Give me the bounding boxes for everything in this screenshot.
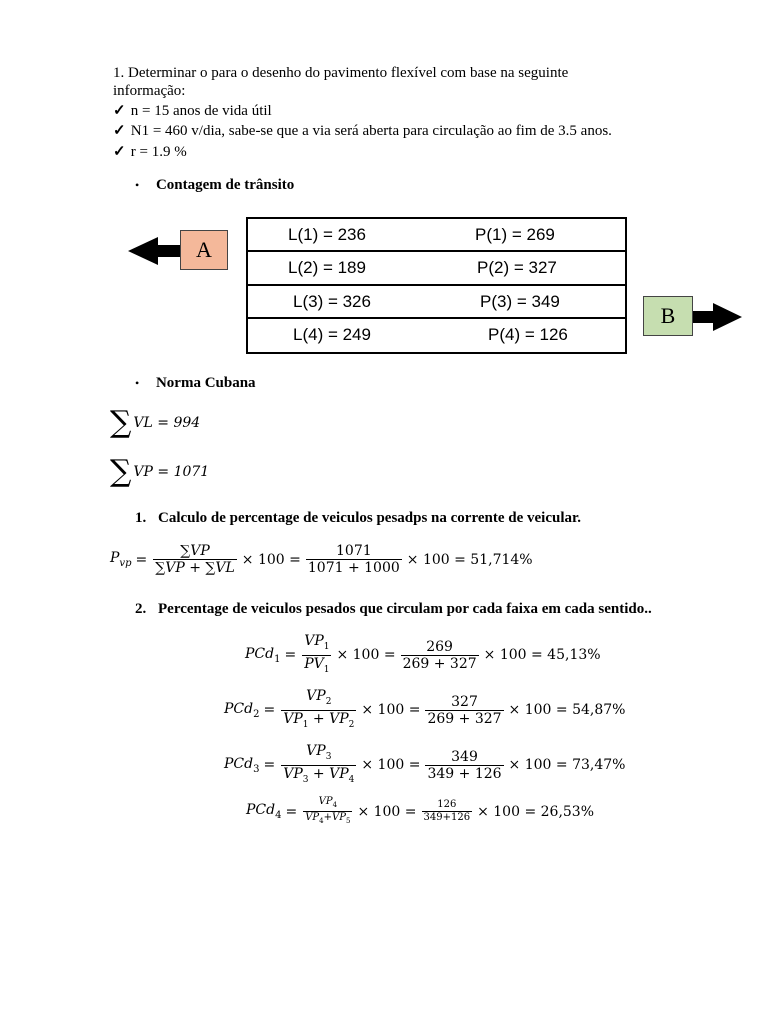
table-cell: P(3) = 349 bbox=[480, 292, 560, 311]
step-heading bbox=[135, 508, 581, 528]
step-heading bbox=[135, 599, 652, 619]
table-cell: P(2) = 327 bbox=[477, 258, 557, 277]
sum-vl-text: VL = 994 bbox=[133, 415, 201, 431]
sum-vl-formula bbox=[110, 405, 201, 440]
table-cell: L(1) = 236 bbox=[288, 225, 366, 244]
formula-lhs: PCd$_1$ bbox=[245, 645, 281, 665]
section-heading bbox=[135, 175, 294, 195]
bullet-icon: • bbox=[135, 178, 140, 192]
pcd4-formula: PCd$_4$ = $\frac{VP_4}{VP_4+VP_5}$ × 100 = $\frac{126}{349+126}$ × 100 = 26,53% bbox=[246, 796, 595, 825]
sum-vp-formula bbox=[110, 454, 210, 489]
pcd2-formula: PCd$_2$ = $\frac{VP_2}{VP_1 + VP_2}$ × 100 = $\frac{327}{269 + 327}$ × 100 = 54,87% bbox=[224, 688, 625, 733]
step-title: Percentage de veiculos pesados que circulam por cada faixa em cada sentido.. bbox=[158, 601, 652, 617]
fraction: $\frac{126}{349+126}$ bbox=[423, 799, 471, 823]
step-number: 1. bbox=[135, 510, 147, 526]
sum-vp-text: VP = 1071 bbox=[133, 464, 210, 480]
list-item bbox=[113, 101, 272, 121]
pcd3-formula: PCd$_3$ = $\frac{VP_3}{VP_3 + VP_4}$ × 100 = $\frac{349}{349 + 126}$ × 100 = 73,47% bbox=[224, 743, 625, 788]
pcd1-formula: PCd$_1$ = $\frac{VP_1}{PV_1}$ × 100 = $\frac{269}{269 + 327}$ × 100 = 45,13% bbox=[245, 633, 601, 678]
list-item bbox=[113, 121, 612, 141]
table-row bbox=[248, 319, 625, 352]
section-title: Contagem de trânsito bbox=[155, 177, 295, 193]
fraction: $\frac{349}{349 + 126}$ bbox=[427, 748, 502, 782]
table-row bbox=[248, 286, 625, 319]
list-item-text: r = 1.9 % bbox=[130, 144, 187, 160]
formula-lhs: PCd$_2$ bbox=[224, 700, 260, 720]
fraction: $\frac{327}{269 + 327}$ bbox=[427, 693, 502, 727]
pvp-formula: $P_{vp}$ = $\frac{\sum VP}{\sum VP + \sum VL}$ × 100 = $\frac{1071}{1071 + 1000}$ × 100 = 51,714% bbox=[110, 543, 533, 576]
table-cell: L(2) = 189 bbox=[288, 258, 366, 277]
checkmark-icon: ✓ bbox=[113, 123, 126, 139]
table-cell: L(3) = 326 bbox=[293, 292, 371, 311]
list-item-text: n = 15 anos de vida útil bbox=[130, 103, 272, 119]
box-b: B bbox=[643, 296, 693, 336]
fraction: $\frac{VP_1}{PV_1}$ bbox=[302, 633, 331, 678]
section-title: Norma Cubana bbox=[155, 375, 256, 391]
formula-lhs: $P_{vp}$ bbox=[110, 550, 132, 569]
formula-lhs: PCd$_4$ bbox=[246, 802, 282, 821]
sigma-symbol: ∑ bbox=[110, 454, 132, 489]
step-title: Calculo de percentage de veiculos pesadps na corrente de veicular. bbox=[158, 510, 582, 526]
table-row bbox=[248, 219, 625, 252]
list-item bbox=[113, 142, 187, 162]
fraction: $\frac{\sum VP}{\sum VP + \sum VL}$ bbox=[155, 543, 235, 576]
arrow-right-icon bbox=[693, 302, 743, 332]
sigma-symbol: ∑ bbox=[110, 405, 132, 440]
arrow-left-icon bbox=[128, 236, 182, 266]
fraction: $\frac{VP_2}{VP_1 + VP_2}$ bbox=[281, 688, 356, 733]
fraction: $\frac{VP_4}{VP_4+VP_5}$ bbox=[305, 796, 351, 825]
table-cell: P(1) = 269 bbox=[475, 225, 555, 244]
traffic-count-table bbox=[246, 217, 627, 354]
fraction: $\frac{VP_3}{VP_3 + VP_4}$ bbox=[281, 743, 356, 788]
table-cell: P(4) = 126 bbox=[488, 325, 568, 344]
checkmark-icon: ✓ bbox=[113, 144, 126, 160]
list-item-text: N1 = 460 v/dia, sabe-se que a via será aberta para circulação ao fim de 3.5 anos. bbox=[130, 123, 612, 139]
fraction: $\frac{1071}{1071 + 1000}$ bbox=[307, 543, 400, 576]
problem-statement-cont: informação: bbox=[113, 83, 186, 99]
fraction: $\frac{269}{269 + 327}$ bbox=[402, 638, 477, 672]
step-number: 2. bbox=[135, 601, 147, 617]
table-cell: L(4) = 249 bbox=[293, 325, 371, 344]
formula-lhs: PCd$_3$ bbox=[224, 755, 260, 775]
bullet-icon: • bbox=[135, 376, 140, 390]
problem-statement: 1. Determinar o para o desenho do pavimento flexível com base na seguinte bbox=[113, 65, 569, 81]
checkmark-icon: ✓ bbox=[113, 103, 126, 119]
section-heading bbox=[135, 373, 256, 393]
table-row bbox=[248, 252, 625, 286]
box-a: A bbox=[180, 230, 228, 270]
